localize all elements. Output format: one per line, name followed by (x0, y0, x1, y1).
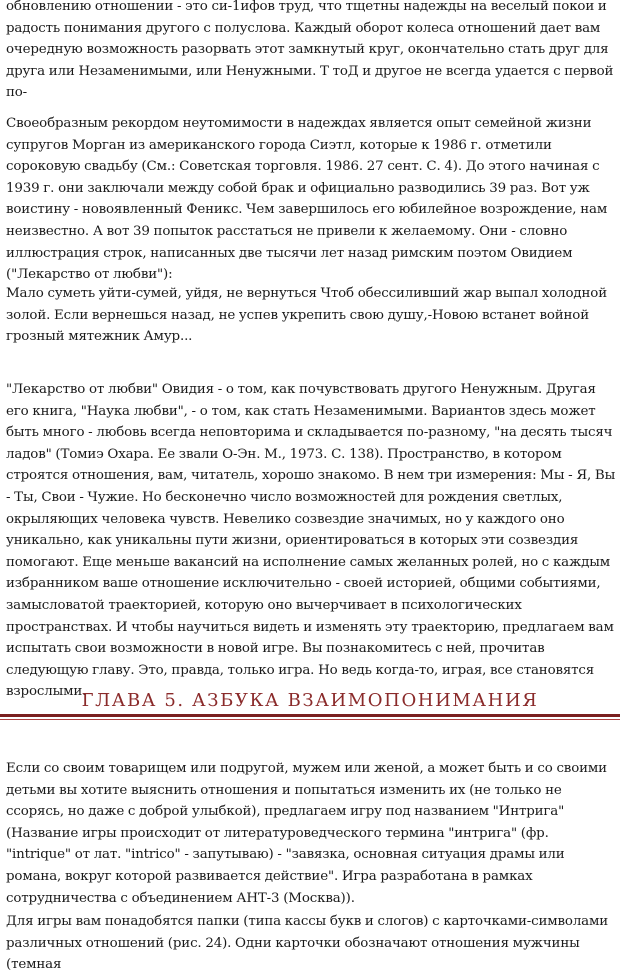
paragraph-2: Своеобразным рекордом неутомимости в надеждах является опыт семейной жизни супругов Морган из американского города Сиэтл, которые к 1986 г. отметили сороковую свадьбу (См.: Советская торговля. 1986. 27 сент. С. 4). До этого начиная с 1939 г. они заключали между собой брак и официально разводились 39 раз. Вот уж воистину - новоявленный Феникс. Чем завершилось его юбилейное возрождение, нам неизвестно. А вот 39 попыток расстаться не привели к желаемому. Они - словно иллюстрация строк, написанных две тысячи лет назад римским поэтом Овидием ("Лекарство от любви"): (6, 116, 608, 283)
paragraph-1: обновлению отношении - это си-1ифов труд, что тщетны надежды на веселый покои и радость понимания другого с полуслова. Каждый оборот колеса отношений дает вам очередную возможность разорвать этот замкнутый круг, окончательно стать друг для друга или Незаменимыми, или Ненужными. Т тоД и другое не всегда удается с первой по- (6, 0, 614, 101)
chapter-rule-thin (0, 719, 620, 720)
chapter-heading-block (0, 682, 620, 728)
paragraph-poem: Мало суметь уйти-сумей, уйдя, не вернуться Чтоб обессиливший жар выпал холодной золой. Если вернешься назад, не успев укрепить свою душу,-Новою встанет войной грозный мятежник Амур... (6, 286, 607, 345)
chapter-rule-thick (0, 714, 620, 717)
paragraph-6: Для игры вам понадобятся папки (типа кассы букв и слогов) с карточками-символами различных отношений (рис. 24). Одни карточки обозначают отношения мужчины (темная (6, 914, 609, 973)
paragraph-4: "Лекарство от любви" Овидия - о том, как почувствовать другого Ненужным. Другая его книга, "Наука любви", - о том, как стать Незаменимыми. Вариантов здесь может быть много - любовь всегда неповторима и складывается по-разному, "на десять тысяч ладов" (Томиэ Охара. Ее звали О-Эн. М., 1973. С. 138). Пространство, в котором строятся отношения, вам, читатель, хорошо знакомо. В нем три измерения: Мы - Я, Вы - Ты, Свои - Чужие. Но бесконечно число возможностей для рождения светлых, окрыляющих человека чувств. Невелико созвездие значимых, но у каждого оно уникально, как уникальны пути жизни, ориентироваться в которых эти созвездия помогают. Еще меньше вакансий на исполнение самых желанных ролей, но с каждым избранником ваше отношение исключительно - своей историей, общими событиями, замысловатой траекторией, которую оно вычерчивает в психологических пространствах. И чтобы научиться видеть и изменять эту траекторию, предлагаем вам испытать свои возможности в новой игре. Вы познакомитесь с ней, прочитав следующую главу. Это, правда, только игра. Но ведь когда-то, играя, все становятся взрослыми. (6, 382, 616, 700)
chapter-title: ГЛАВА 5. АЗБУКА ВЗАИМОПОНИМАНИЯ (81, 690, 539, 711)
paragraph-5: Если со своим товарищем или подругой, мужем или женой, а может быть и со своими детьми вы хотите выяснить отношения и попытаться изменить их (не только не ссорясь, но даже с доброй улыбкой), предлагаем игру под названием "Интрига" (Название игры происходит от литературоведческого термина "интрига" (фр. "intrique" от лат. "intrico" - запутываю) - "завязка, основная ситуация драмы или романа, вокруг которой развивается действие". Игра разработана в рамках сотрудничества с объединением АНТ-3 (Москва)). (6, 761, 607, 906)
